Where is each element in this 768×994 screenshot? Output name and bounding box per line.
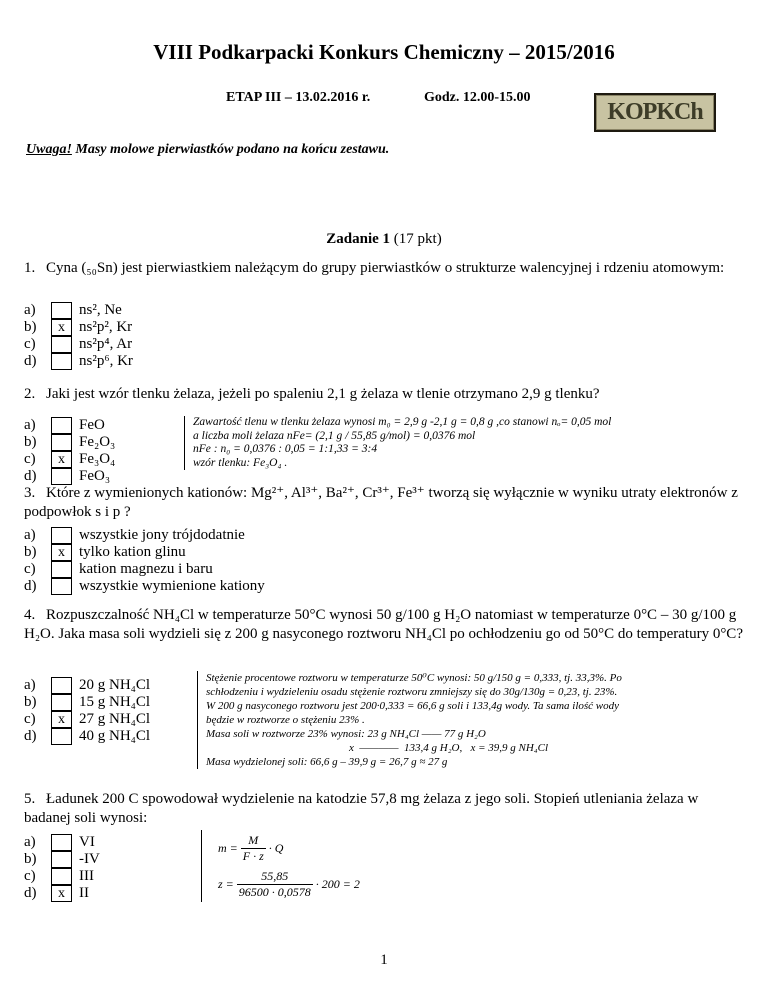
stage-date: ETAP III – 13.02.2016 r. — [226, 90, 371, 105]
option-label: c) — [24, 868, 36, 884]
task-points: (17 pkt) — [390, 231, 442, 247]
formula-m-rhs: · Q — [268, 840, 284, 855]
solution-line: wzór tlenku: Fe₃O₄ . — [193, 456, 288, 469]
answer-checkbox[interactable]: x — [51, 885, 72, 902]
question-5 — [24, 790, 744, 828]
option-text: tylko kation glinu — [79, 544, 186, 560]
option-label: b) — [24, 851, 37, 867]
option-label: b) — [24, 319, 37, 335]
answer-checkbox[interactable] — [51, 677, 72, 694]
task-label: Zadanie 1 — [326, 231, 391, 247]
page-number: 1 — [380, 952, 388, 968]
answer-checkbox[interactable] — [51, 561, 72, 578]
option-text: VI — [79, 834, 95, 850]
solution-line: nFe : n₀ = 0,0376 : 0,05 = 1:1,33 = 3:4 — [193, 443, 378, 455]
answer-checkbox[interactable]: x — [51, 544, 72, 561]
solution-q5-formula — [201, 830, 360, 902]
question-4 — [24, 606, 744, 644]
option-text: 15 g NH₄Cl — [79, 694, 151, 710]
question-number: 3. — [24, 485, 36, 501]
answer-checkbox[interactable] — [51, 834, 72, 851]
answer-checkbox[interactable] — [51, 417, 72, 434]
option-label: b) — [24, 544, 37, 560]
option-text: 40 g NH₄Cl — [79, 728, 151, 744]
option-label: a) — [24, 417, 36, 433]
option-label: a) — [24, 677, 36, 693]
formula-z-fraction — [237, 869, 313, 900]
solution-line: a liczba moli żelaza nFe= (2,1 g / 55,85 g/mol) = 0,0376 mol — [193, 429, 476, 442]
answer-checkbox[interactable] — [51, 336, 72, 353]
solution-line: Zawartość tlenu w tlenku żelaza wynosi m₀ = 2,9 g -2,1 g = 0,8 g ,co stanowi nₒ= 0,05 mol — [193, 416, 612, 428]
answer-checkbox[interactable] — [51, 527, 72, 544]
option-label: a) — [24, 302, 36, 318]
solution-line: schłodzeniu i wydzieleniu osadu stężenie roztworu zmniejszy się do 30g/130g = 0,23, tj. 23%. — [206, 686, 618, 698]
option-text: III — [79, 868, 94, 884]
answer-checkbox[interactable] — [51, 468, 72, 485]
option-text: -IV — [79, 851, 100, 867]
formula-z — [218, 866, 360, 902]
option-text: II — [79, 885, 89, 901]
option-label: c) — [24, 451, 36, 467]
answer-checkbox[interactable] — [51, 302, 72, 319]
question-number: 4. — [24, 607, 36, 623]
logo-text: KOPKCh — [596, 95, 714, 130]
question-text: Ładunek 200 C spowodował wydzielenie na katodzie 57,8 mg żelaza z jego soli. Stopień utleniania żelaza w badanej soli wynosi: — [24, 791, 699, 826]
question-text: Które z wymienionych kationów: Mg²⁺, Al³⁺, Ba²⁺, Cr³⁺, Fe³⁺ tworzą się wyłącznie w wyniku utraty elektronów z podpowłok s i p ? — [24, 485, 738, 520]
answer-checkbox[interactable]: x — [51, 711, 72, 728]
answer-checkbox[interactable]: x — [51, 319, 72, 336]
option-label: a) — [24, 834, 36, 850]
formula-m-denominator: F · z — [242, 848, 264, 863]
option-text: wszystkie wymienione kationy — [79, 578, 265, 594]
question-2 — [24, 385, 744, 404]
answer-checkbox[interactable] — [51, 578, 72, 595]
question-1 — [24, 259, 744, 278]
answer-checkbox[interactable] — [51, 851, 72, 868]
solution-line: Stężenie procentowe roztworu w temperaturze 50⁰C wynosi: 50 g/150 g = 0,333, tj. 33,3%. Po — [206, 672, 622, 684]
formula-z-lhs: z = — [218, 876, 234, 891]
answer-checkbox[interactable]: x — [51, 451, 72, 468]
formula-m — [218, 830, 360, 866]
formula-z-denominator: 96500 · 0,0578 — [238, 884, 311, 899]
formula-m-numerator: M — [241, 833, 266, 849]
option-label: d) — [24, 728, 37, 744]
option-label: b) — [24, 434, 37, 450]
answer-checkbox[interactable] — [51, 434, 72, 451]
solution-q2 — [184, 416, 611, 470]
question-number: 5. — [24, 791, 36, 807]
question-3 — [24, 484, 744, 522]
option-text: kation magnezu i baru — [79, 561, 213, 577]
option-text: Fe₂O₃ — [79, 434, 116, 450]
option-text: 20 g NH₄Cl — [79, 677, 151, 693]
solution-line: będzie w roztworze o stężeniu 23% . — [206, 714, 365, 726]
option-label: d) — [24, 353, 37, 369]
formula-m-lhs: m = — [218, 840, 238, 855]
kopkch-logo — [594, 93, 716, 132]
exam-hours: Godz. 12.00-15.00 — [424, 90, 531, 105]
option-text: ns²p⁶, Kr — [79, 353, 133, 369]
option-label: d) — [24, 578, 37, 594]
option-text: FeO — [79, 417, 105, 433]
option-label: d) — [24, 885, 37, 901]
question-number: 1. — [24, 260, 36, 276]
answer-checkbox[interactable] — [51, 728, 72, 745]
option-label: c) — [24, 711, 36, 727]
question-text: Rozpuszczalność NH₄Cl w temperaturze 50°C wynosi 50 g/100 g H₂O natomiast w temperaturze 0°C – 30 g/100 g H₂O. Jaka masa soli wydzieli się z 200 g nasyconego roztworu NH₄Cl po ochłodzeniu go od 50°C do temperatury 0°C? — [24, 607, 743, 642]
solution-line: Masa soli w roztworze 23% wynosi: 23 g NH₄Cl —— 77 g H₂O — [206, 728, 486, 740]
answer-checkbox[interactable] — [51, 694, 72, 711]
option-label: d) — [24, 468, 37, 484]
solution-q4 — [197, 671, 622, 769]
formula-z-numerator: 55,85 — [237, 869, 313, 885]
option-label: c) — [24, 336, 36, 352]
answer-checkbox[interactable] — [51, 868, 72, 885]
option-text: Fe₃O₄ — [79, 451, 116, 467]
option-text: 27 g NH₄Cl — [79, 711, 151, 727]
option-text: ns²p², Kr — [79, 319, 133, 335]
question-number: 2. — [24, 386, 36, 402]
option-text: ns²p⁴, Ar — [79, 336, 133, 352]
note-label: Uwaga! — [26, 142, 72, 157]
option-label: c) — [24, 561, 36, 577]
option-text: FeO₃ — [79, 468, 111, 484]
solution-line: Masa wydzielonej soli: 66,6 g – 39,9 g = 26,7 g ≈ 27 g — [206, 756, 448, 768]
solution-line: x ———— 133,4 g H₂O, x = 39,9 g NH₄Cl — [206, 742, 549, 754]
option-label: a) — [24, 527, 36, 543]
option-text: wszystkie jony trójdodatnie — [79, 527, 245, 543]
formula-m-fraction — [241, 833, 266, 864]
option-label: b) — [24, 694, 37, 710]
option-text: ns², Ne — [79, 302, 122, 318]
task-heading — [0, 231, 768, 248]
question-text: Cyna (₅₀Sn) jest pierwiastkiem należącym do grupy pierwiastków o strukturze walencyjnej i rdzeniu atomowym: — [46, 260, 725, 276]
note — [26, 142, 389, 158]
solution-line: W 200 g nasyconego roztworu jest 200·0,333 = 66,6 g soli i 133,4g wody. Ta sama ilość wody — [206, 700, 620, 712]
note-text: Masy molowe pierwiastków podano na końcu zestawu. — [71, 142, 390, 157]
page-title: VIII Podkarpacki Konkurs Chemiczny – 2015/2016 — [153, 40, 615, 64]
formula-z-rhs: · 200 = 2 — [315, 876, 360, 891]
question-text: Jaki jest wzór tlenku żelaza, jeżeli po spaleniu 2,1 g żelaza w tlenie otrzymano 2,9 g tlenku? — [46, 386, 600, 402]
answer-checkbox[interactable] — [51, 353, 72, 370]
